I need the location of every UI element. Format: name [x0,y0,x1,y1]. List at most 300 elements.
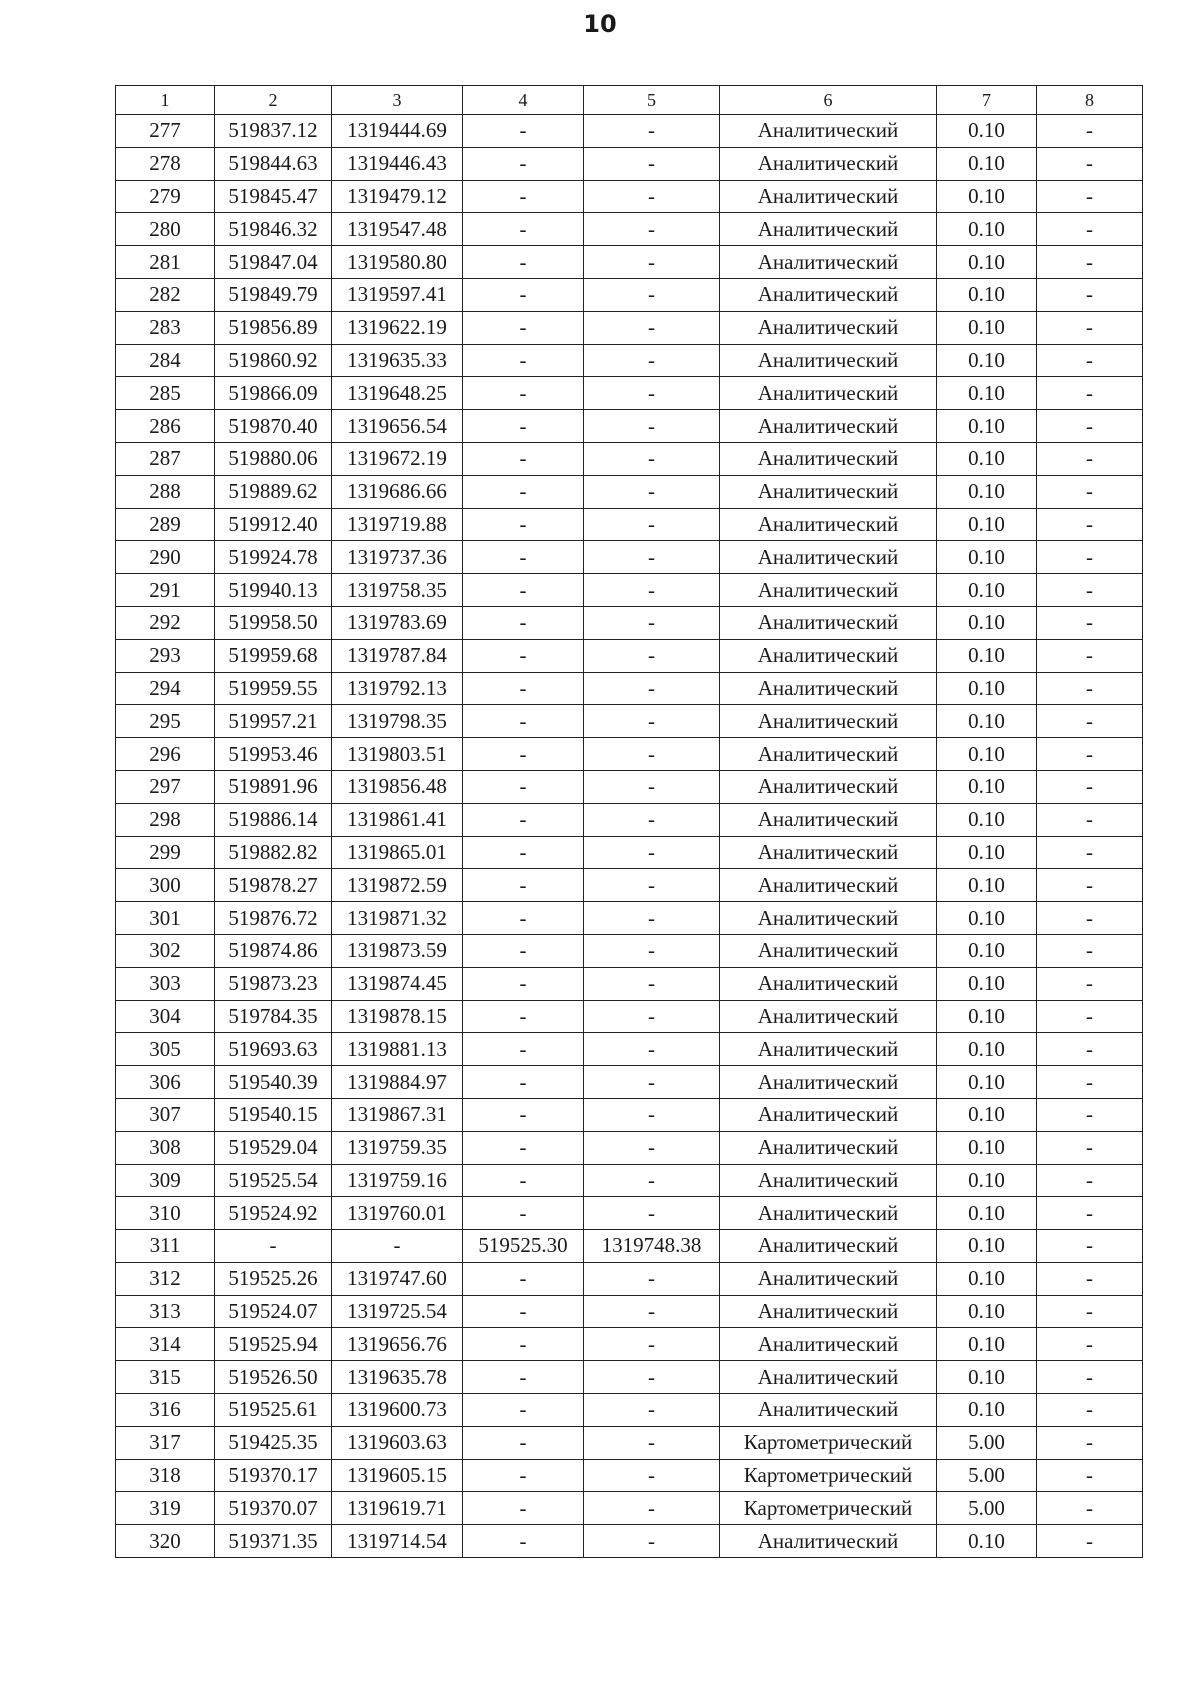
point-number-cell: 312 [116,1262,215,1295]
x-coordinate-cell: 519540.39 [215,1066,332,1099]
x-coordinate-cell: 519370.17 [215,1459,332,1492]
table-row [116,639,1143,672]
x-coordinate-cell: 519860.92 [215,344,332,377]
y-coordinate-alt-cell: - [584,1000,720,1033]
accuracy-cell: 0.10 [937,1164,1037,1197]
method-cell: Аналитический [720,1000,937,1033]
y-coordinate-cell: 1319737.36 [332,541,463,574]
x-coordinate-alt-cell: - [463,1525,584,1558]
point-number-cell: 283 [116,311,215,344]
x-coordinate-alt-cell: - [463,475,584,508]
y-coordinate-alt-cell: - [584,1197,720,1230]
x-coordinate-alt-cell: - [463,770,584,803]
point-number-cell: 310 [116,1197,215,1230]
y-coordinate-cell: 1319719.88 [332,508,463,541]
table-row [116,1230,1143,1263]
point-number-cell: 293 [116,639,215,672]
table-row [116,705,1143,738]
note-cell: - [1037,377,1143,410]
table-row [116,967,1143,1000]
point-number-cell: 285 [116,377,215,410]
x-coordinate-alt-cell: - [463,1262,584,1295]
method-cell: Аналитический [720,738,937,771]
x-coordinate-cell: 519784.35 [215,1000,332,1033]
accuracy-cell: 0.10 [937,803,1037,836]
y-coordinate-alt-cell: - [584,672,720,705]
y-coordinate-alt-cell: - [584,344,720,377]
accuracy-cell: 0.10 [937,213,1037,246]
y-coordinate-cell: 1319600.73 [332,1394,463,1427]
table-row [116,541,1143,574]
x-coordinate-cell: 519524.92 [215,1197,332,1230]
column-header: 3 [332,86,463,115]
point-number-cell: 277 [116,115,215,148]
point-number-cell: 281 [116,246,215,279]
accuracy-cell: 0.10 [937,1033,1037,1066]
x-coordinate-cell: 519845.47 [215,180,332,213]
note-cell: - [1037,1525,1143,1558]
method-cell: Аналитический [720,803,937,836]
note-cell: - [1037,639,1143,672]
x-coordinate-alt-cell: - [463,115,584,148]
point-number-cell: 291 [116,574,215,607]
y-coordinate-alt-cell: - [584,475,720,508]
y-coordinate-cell: 1319792.13 [332,672,463,705]
y-coordinate-cell: 1319672.19 [332,442,463,475]
y-coordinate-cell: 1319884.97 [332,1066,463,1099]
x-coordinate-cell: 519886.14 [215,803,332,836]
table-row [116,770,1143,803]
y-coordinate-alt-cell: - [584,967,720,1000]
note-cell: - [1037,508,1143,541]
note-cell: - [1037,1492,1143,1525]
x-coordinate-cell: 519525.54 [215,1164,332,1197]
y-coordinate-cell: 1319648.25 [332,377,463,410]
table-row [116,574,1143,607]
y-coordinate-cell: 1319873.59 [332,934,463,967]
x-coordinate-cell: 519876.72 [215,902,332,935]
method-cell: Аналитический [720,672,937,705]
note-cell: - [1037,180,1143,213]
accuracy-cell: 0.10 [937,1000,1037,1033]
method-cell: Аналитический [720,246,937,279]
y-coordinate-alt-cell: - [584,1492,720,1525]
table-row [116,803,1143,836]
x-coordinate-alt-cell: - [463,147,584,180]
y-coordinate-cell: 1319656.54 [332,410,463,443]
point-number-cell: 313 [116,1295,215,1328]
table-row [116,902,1143,935]
note-cell: - [1037,1197,1143,1230]
accuracy-cell: 0.10 [937,705,1037,738]
y-coordinate-cell: 1319622.19 [332,311,463,344]
column-header: 7 [937,86,1037,115]
table-row [116,1492,1143,1525]
table-row [116,1000,1143,1033]
y-coordinate-alt-cell: - [584,1066,720,1099]
note-cell: - [1037,278,1143,311]
x-coordinate-cell: 519525.61 [215,1394,332,1427]
x-coordinate-alt-cell: - [463,1394,584,1427]
point-number-cell: 296 [116,738,215,771]
table-row [116,180,1143,213]
y-coordinate-alt-cell: - [584,1295,720,1328]
method-cell: Картометрический [720,1459,937,1492]
note-cell: - [1037,770,1143,803]
point-number-cell: 298 [116,803,215,836]
note-cell: - [1037,410,1143,443]
x-coordinate-alt-cell: - [463,1295,584,1328]
y-coordinate-alt-cell: - [584,738,720,771]
note-cell: - [1037,1131,1143,1164]
y-coordinate-cell: 1319759.35 [332,1131,463,1164]
table-row [116,672,1143,705]
x-coordinate-alt-cell: - [463,344,584,377]
point-number-cell: 317 [116,1426,215,1459]
table-row [116,475,1143,508]
note-cell: - [1037,246,1143,279]
accuracy-cell: 0.10 [937,115,1037,148]
y-coordinate-cell: 1319619.71 [332,1492,463,1525]
y-coordinate-alt-cell: 1319748.38 [584,1230,720,1263]
coordinates-table [115,85,1143,1558]
point-number-cell: 279 [116,180,215,213]
y-coordinate-cell: - [332,1230,463,1263]
y-coordinate-alt-cell: - [584,1098,720,1131]
x-coordinate-cell: 519425.35 [215,1426,332,1459]
y-coordinate-cell: 1319603.63 [332,1426,463,1459]
note-cell: - [1037,574,1143,607]
note-cell: - [1037,475,1143,508]
table-row [116,1131,1143,1164]
method-cell: Аналитический [720,902,937,935]
y-coordinate-cell: 1319758.35 [332,574,463,607]
method-cell: Аналитический [720,574,937,607]
accuracy-cell: 0.10 [937,246,1037,279]
column-header: 4 [463,86,584,115]
method-cell: Аналитический [720,213,937,246]
x-coordinate-cell: 519957.21 [215,705,332,738]
x-coordinate-alt-cell: - [463,442,584,475]
table-row [116,1426,1143,1459]
note-cell: - [1037,606,1143,639]
y-coordinate-alt-cell: - [584,1328,720,1361]
method-cell: Аналитический [720,1131,937,1164]
accuracy-cell: 0.10 [937,1525,1037,1558]
accuracy-cell: 0.10 [937,442,1037,475]
note-cell: - [1037,1361,1143,1394]
y-coordinate-cell: 1319865.01 [332,836,463,869]
note-cell: - [1037,1164,1143,1197]
table-row [116,836,1143,869]
accuracy-cell: 0.10 [937,1295,1037,1328]
method-cell: Аналитический [720,1295,937,1328]
note-cell: - [1037,738,1143,771]
x-coordinate-cell: 519959.55 [215,672,332,705]
y-coordinate-alt-cell: - [584,246,720,279]
point-number-cell: 300 [116,869,215,902]
x-coordinate-cell: 519540.15 [215,1098,332,1131]
x-coordinate-cell: 519525.26 [215,1262,332,1295]
y-coordinate-cell: 1319783.69 [332,606,463,639]
y-coordinate-alt-cell: - [584,1361,720,1394]
accuracy-cell: 0.10 [937,344,1037,377]
x-coordinate-alt-cell: - [463,738,584,771]
table-row [116,377,1143,410]
x-coordinate-alt-cell: - [463,1066,584,1099]
page-number: 10 [583,10,617,38]
y-coordinate-alt-cell: - [584,1394,720,1427]
point-number-cell: 287 [116,442,215,475]
x-coordinate-cell: 519370.07 [215,1492,332,1525]
method-cell: Аналитический [720,311,937,344]
method-cell: Аналитический [720,115,937,148]
table-row [116,1394,1143,1427]
y-coordinate-cell: 1319759.16 [332,1164,463,1197]
column-header: 5 [584,86,720,115]
y-coordinate-alt-cell: - [584,606,720,639]
x-coordinate-cell: 519856.89 [215,311,332,344]
table-row [116,869,1143,902]
y-coordinate-cell: 1319444.69 [332,115,463,148]
x-coordinate-cell: 519371.35 [215,1525,332,1558]
x-coordinate-cell: 519940.13 [215,574,332,607]
point-number-cell: 320 [116,1525,215,1558]
note-cell: - [1037,1394,1143,1427]
point-number-cell: 304 [116,1000,215,1033]
accuracy-cell: 0.10 [937,902,1037,935]
point-number-cell: 307 [116,1098,215,1131]
accuracy-cell: 0.10 [937,278,1037,311]
x-coordinate-cell: 519882.82 [215,836,332,869]
accuracy-cell: 0.10 [937,410,1037,443]
table-row [116,1295,1143,1328]
x-coordinate-cell: 519870.40 [215,410,332,443]
x-coordinate-cell: 519846.32 [215,213,332,246]
y-coordinate-cell: 1319747.60 [332,1262,463,1295]
point-number-cell: 299 [116,836,215,869]
y-coordinate-alt-cell: - [584,869,720,902]
y-coordinate-alt-cell: - [584,836,720,869]
note-cell: - [1037,442,1143,475]
x-coordinate-cell: 519958.50 [215,606,332,639]
point-number-cell: 311 [116,1230,215,1263]
y-coordinate-alt-cell: - [584,1164,720,1197]
x-coordinate-cell: 519529.04 [215,1131,332,1164]
point-number-cell: 314 [116,1328,215,1361]
y-coordinate-cell: 1319871.32 [332,902,463,935]
x-coordinate-alt-cell: - [463,1426,584,1459]
method-cell: Аналитический [720,1328,937,1361]
x-coordinate-alt-cell: - [463,246,584,279]
y-coordinate-alt-cell: - [584,1033,720,1066]
x-coordinate-alt-cell: - [463,278,584,311]
method-cell: Аналитический [720,836,937,869]
x-coordinate-cell: 519849.79 [215,278,332,311]
note-cell: - [1037,1295,1143,1328]
method-cell: Аналитический [720,606,937,639]
method-cell: Аналитический [720,541,937,574]
x-coordinate-alt-cell: - [463,803,584,836]
x-coordinate-alt-cell: - [463,672,584,705]
y-coordinate-alt-cell: - [584,377,720,410]
accuracy-cell: 5.00 [937,1459,1037,1492]
point-number-cell: 282 [116,278,215,311]
table-row [116,606,1143,639]
method-cell: Аналитический [720,869,937,902]
note-cell: - [1037,147,1143,180]
y-coordinate-cell: 1319635.78 [332,1361,463,1394]
x-coordinate-cell: 519693.63 [215,1033,332,1066]
accuracy-cell: 0.10 [937,1066,1037,1099]
y-coordinate-cell: 1319605.15 [332,1459,463,1492]
table-row [116,410,1143,443]
table-row [116,1361,1143,1394]
x-coordinate-cell: 519924.78 [215,541,332,574]
x-coordinate-cell: 519880.06 [215,442,332,475]
y-coordinate-cell: 1319798.35 [332,705,463,738]
y-coordinate-alt-cell: - [584,410,720,443]
x-coordinate-alt-cell: - [463,213,584,246]
table-row [116,508,1143,541]
table-row [116,246,1143,279]
method-cell: Картометрический [720,1492,937,1525]
y-coordinate-cell: 1319872.59 [332,869,463,902]
point-number-cell: 319 [116,1492,215,1525]
method-cell: Аналитический [720,180,937,213]
method-cell: Аналитический [720,1197,937,1230]
table-row [116,934,1143,967]
y-coordinate-alt-cell: - [584,639,720,672]
method-cell: Аналитический [720,442,937,475]
x-coordinate-alt-cell: - [463,869,584,902]
y-coordinate-cell: 1319803.51 [332,738,463,771]
table-row [116,311,1143,344]
accuracy-cell: 0.10 [937,1394,1037,1427]
method-cell: Аналитический [720,147,937,180]
y-coordinate-alt-cell: - [584,934,720,967]
method-cell: Аналитический [720,508,937,541]
y-coordinate-cell: 1319446.43 [332,147,463,180]
x-coordinate-cell: - [215,1230,332,1263]
x-coordinate-alt-cell: - [463,902,584,935]
point-number-cell: 302 [116,934,215,967]
method-cell: Аналитический [720,967,937,1000]
y-coordinate-alt-cell: - [584,213,720,246]
column-header: 1 [116,86,215,115]
y-coordinate-alt-cell: - [584,278,720,311]
x-coordinate-cell: 519525.94 [215,1328,332,1361]
table-row [116,115,1143,148]
point-number-cell: 306 [116,1066,215,1099]
accuracy-cell: 0.10 [937,836,1037,869]
y-coordinate-alt-cell: - [584,770,720,803]
note-cell: - [1037,1230,1143,1263]
note-cell: - [1037,1000,1143,1033]
method-cell: Аналитический [720,278,937,311]
note-cell: - [1037,1459,1143,1492]
column-header: 2 [215,86,332,115]
x-coordinate-cell: 519844.63 [215,147,332,180]
y-coordinate-alt-cell: - [584,180,720,213]
column-header: 6 [720,86,937,115]
point-number-cell: 315 [116,1361,215,1394]
y-coordinate-alt-cell: - [584,803,720,836]
x-coordinate-alt-cell: - [463,705,584,738]
y-coordinate-alt-cell: - [584,1525,720,1558]
method-cell: Аналитический [720,1525,937,1558]
point-number-cell: 289 [116,508,215,541]
note-cell: - [1037,1426,1143,1459]
y-coordinate-cell: 1319580.80 [332,246,463,279]
note-cell: - [1037,1033,1143,1066]
y-coordinate-cell: 1319881.13 [332,1033,463,1066]
y-coordinate-cell: 1319635.33 [332,344,463,377]
x-coordinate-alt-cell: - [463,508,584,541]
method-cell: Аналитический [720,344,937,377]
accuracy-cell: 0.10 [937,508,1037,541]
x-coordinate-alt-cell: - [463,1492,584,1525]
x-coordinate-alt-cell: - [463,1328,584,1361]
method-cell: Аналитический [720,1230,937,1263]
accuracy-cell: 0.10 [937,770,1037,803]
method-cell: Аналитический [720,770,937,803]
method-cell: Аналитический [720,1033,937,1066]
table-row [116,1262,1143,1295]
x-coordinate-cell: 519959.68 [215,639,332,672]
method-cell: Аналитический [720,410,937,443]
method-cell: Аналитический [720,1262,937,1295]
table-row [116,1066,1143,1099]
y-coordinate-alt-cell: - [584,902,720,935]
accuracy-cell: 0.10 [937,1328,1037,1361]
y-coordinate-cell: 1319878.15 [332,1000,463,1033]
x-coordinate-alt-cell: - [463,639,584,672]
accuracy-cell: 0.10 [937,639,1037,672]
x-coordinate-alt-cell: - [463,180,584,213]
note-cell: - [1037,934,1143,967]
method-cell: Картометрический [720,1426,937,1459]
y-coordinate-cell: 1319547.48 [332,213,463,246]
accuracy-cell: 0.10 [937,377,1037,410]
x-coordinate-alt-cell: - [463,967,584,1000]
y-coordinate-cell: 1319856.48 [332,770,463,803]
point-number-cell: 297 [116,770,215,803]
table-row [116,1525,1143,1558]
y-coordinate-cell: 1319725.54 [332,1295,463,1328]
table-row [116,1197,1143,1230]
y-coordinate-alt-cell: - [584,1262,720,1295]
accuracy-cell: 0.10 [937,1361,1037,1394]
accuracy-cell: 0.10 [937,967,1037,1000]
table-row [116,1328,1143,1361]
y-coordinate-alt-cell: - [584,508,720,541]
note-cell: - [1037,115,1143,148]
y-coordinate-cell: 1319479.12 [332,180,463,213]
y-coordinate-alt-cell: - [584,1131,720,1164]
note-cell: - [1037,869,1143,902]
table-row [116,147,1143,180]
y-coordinate-alt-cell: - [584,311,720,344]
x-coordinate-alt-cell: - [463,1033,584,1066]
accuracy-cell: 0.10 [937,934,1037,967]
point-number-cell: 292 [116,606,215,639]
y-coordinate-alt-cell: - [584,147,720,180]
accuracy-cell: 0.10 [937,1098,1037,1131]
x-coordinate-alt-cell: - [463,606,584,639]
note-cell: - [1037,836,1143,869]
point-number-cell: 294 [116,672,215,705]
